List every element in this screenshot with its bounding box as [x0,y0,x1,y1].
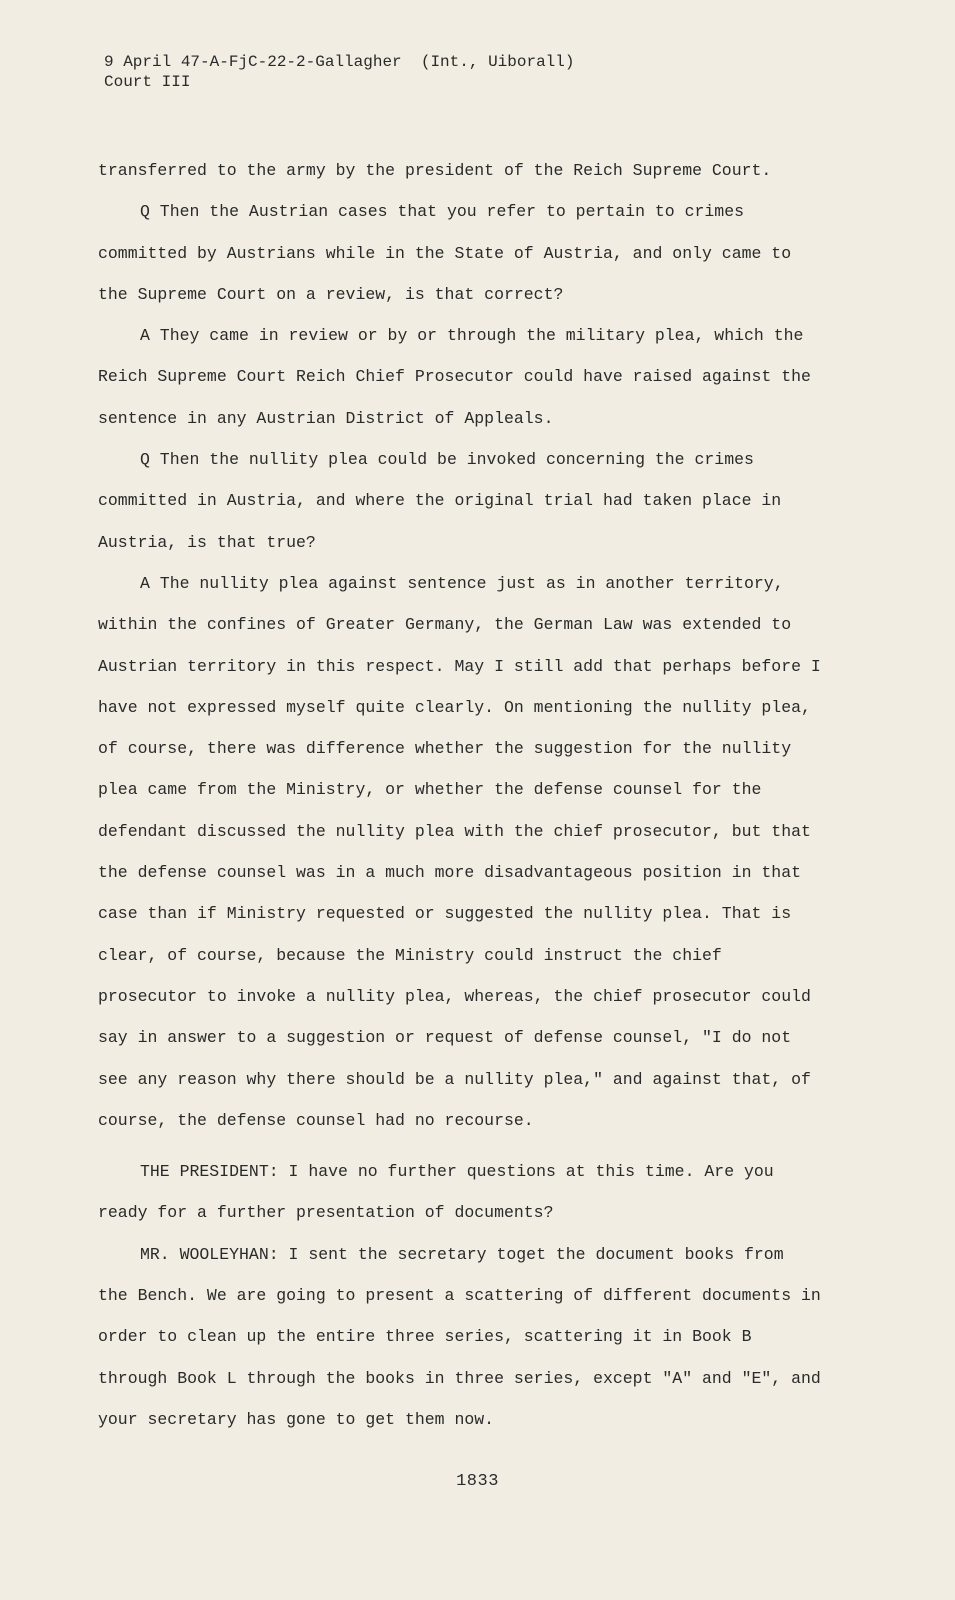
paragraph-answer: A The nullity plea against sentence just as in another territory, within the confines of Greater Germany, the German Law was extended to Austrian territory in this respect. May I still add that perhaps before I have not expressed myself quite clearly. On mentioning the nullity plea, of course, there was difference whether the suggestion for the nullity plea came from the Ministry, or whether the defense counsel for the defendant discussed the nullity plea with the chief prosecutor, but that the defense counsel was in a much more disadvantageous position in that case than if Ministry requested or suggested the nullity plea. That is clear, of course, because the Ministry could instruct the chief prosecutor to invoke a nullity plea, whereas, the chief prosecutor could say in answer to a suggestion or request of defense counsel, "I do not see any reason why there should be a nullity plea," and against that, of course, the defense counsel had no recourse. [98,573,821,1130]
paragraph-question: Q Then the Austrian cases that you refer to pertain to crimes committed by Austrians while in the State of Austria, and only came to the Supreme Court on a review, is that correct? [98,202,792,304]
paragraph-continuation: transferred to the army by the president of the Reich Supreme Court. [98,161,772,180]
header-line-court: Court III [104,73,191,91]
page-number: 1833 [456,1472,499,1491]
paragraph-question: Q Then the nullity plea could be invoked concerning the crimes committed in Austria, and where the original trial had taken place in Austria, is that true? [98,450,782,552]
header-line-date-case: 9 April 47-A-FjC-22-2-Gallagher (Int., Uiborall) [104,53,575,71]
paragraph-president: THE PRESIDENT: I have no further questions at this time. Are you ready for a further presentation of documents? [98,1162,774,1223]
transcript-body [98,150,823,1440]
paragraph-answer: A They came in review or by or through the military plea, which the Reich Supreme Court Reich Chief Prosecutor could have raised against the sentence in any Austrian District of Appleals. [98,326,811,428]
paragraph-counsel: MR. WOOLEYHAN: I sent the secretary toget the document books from the Bench. We are going to present a scattering of different documents in order to clean up the entire three series, scattering it in Book B through Book L through the books in three series, except "A" and "E", and your secretary has gone to get them now. [98,1244,821,1429]
header [104,52,574,92]
